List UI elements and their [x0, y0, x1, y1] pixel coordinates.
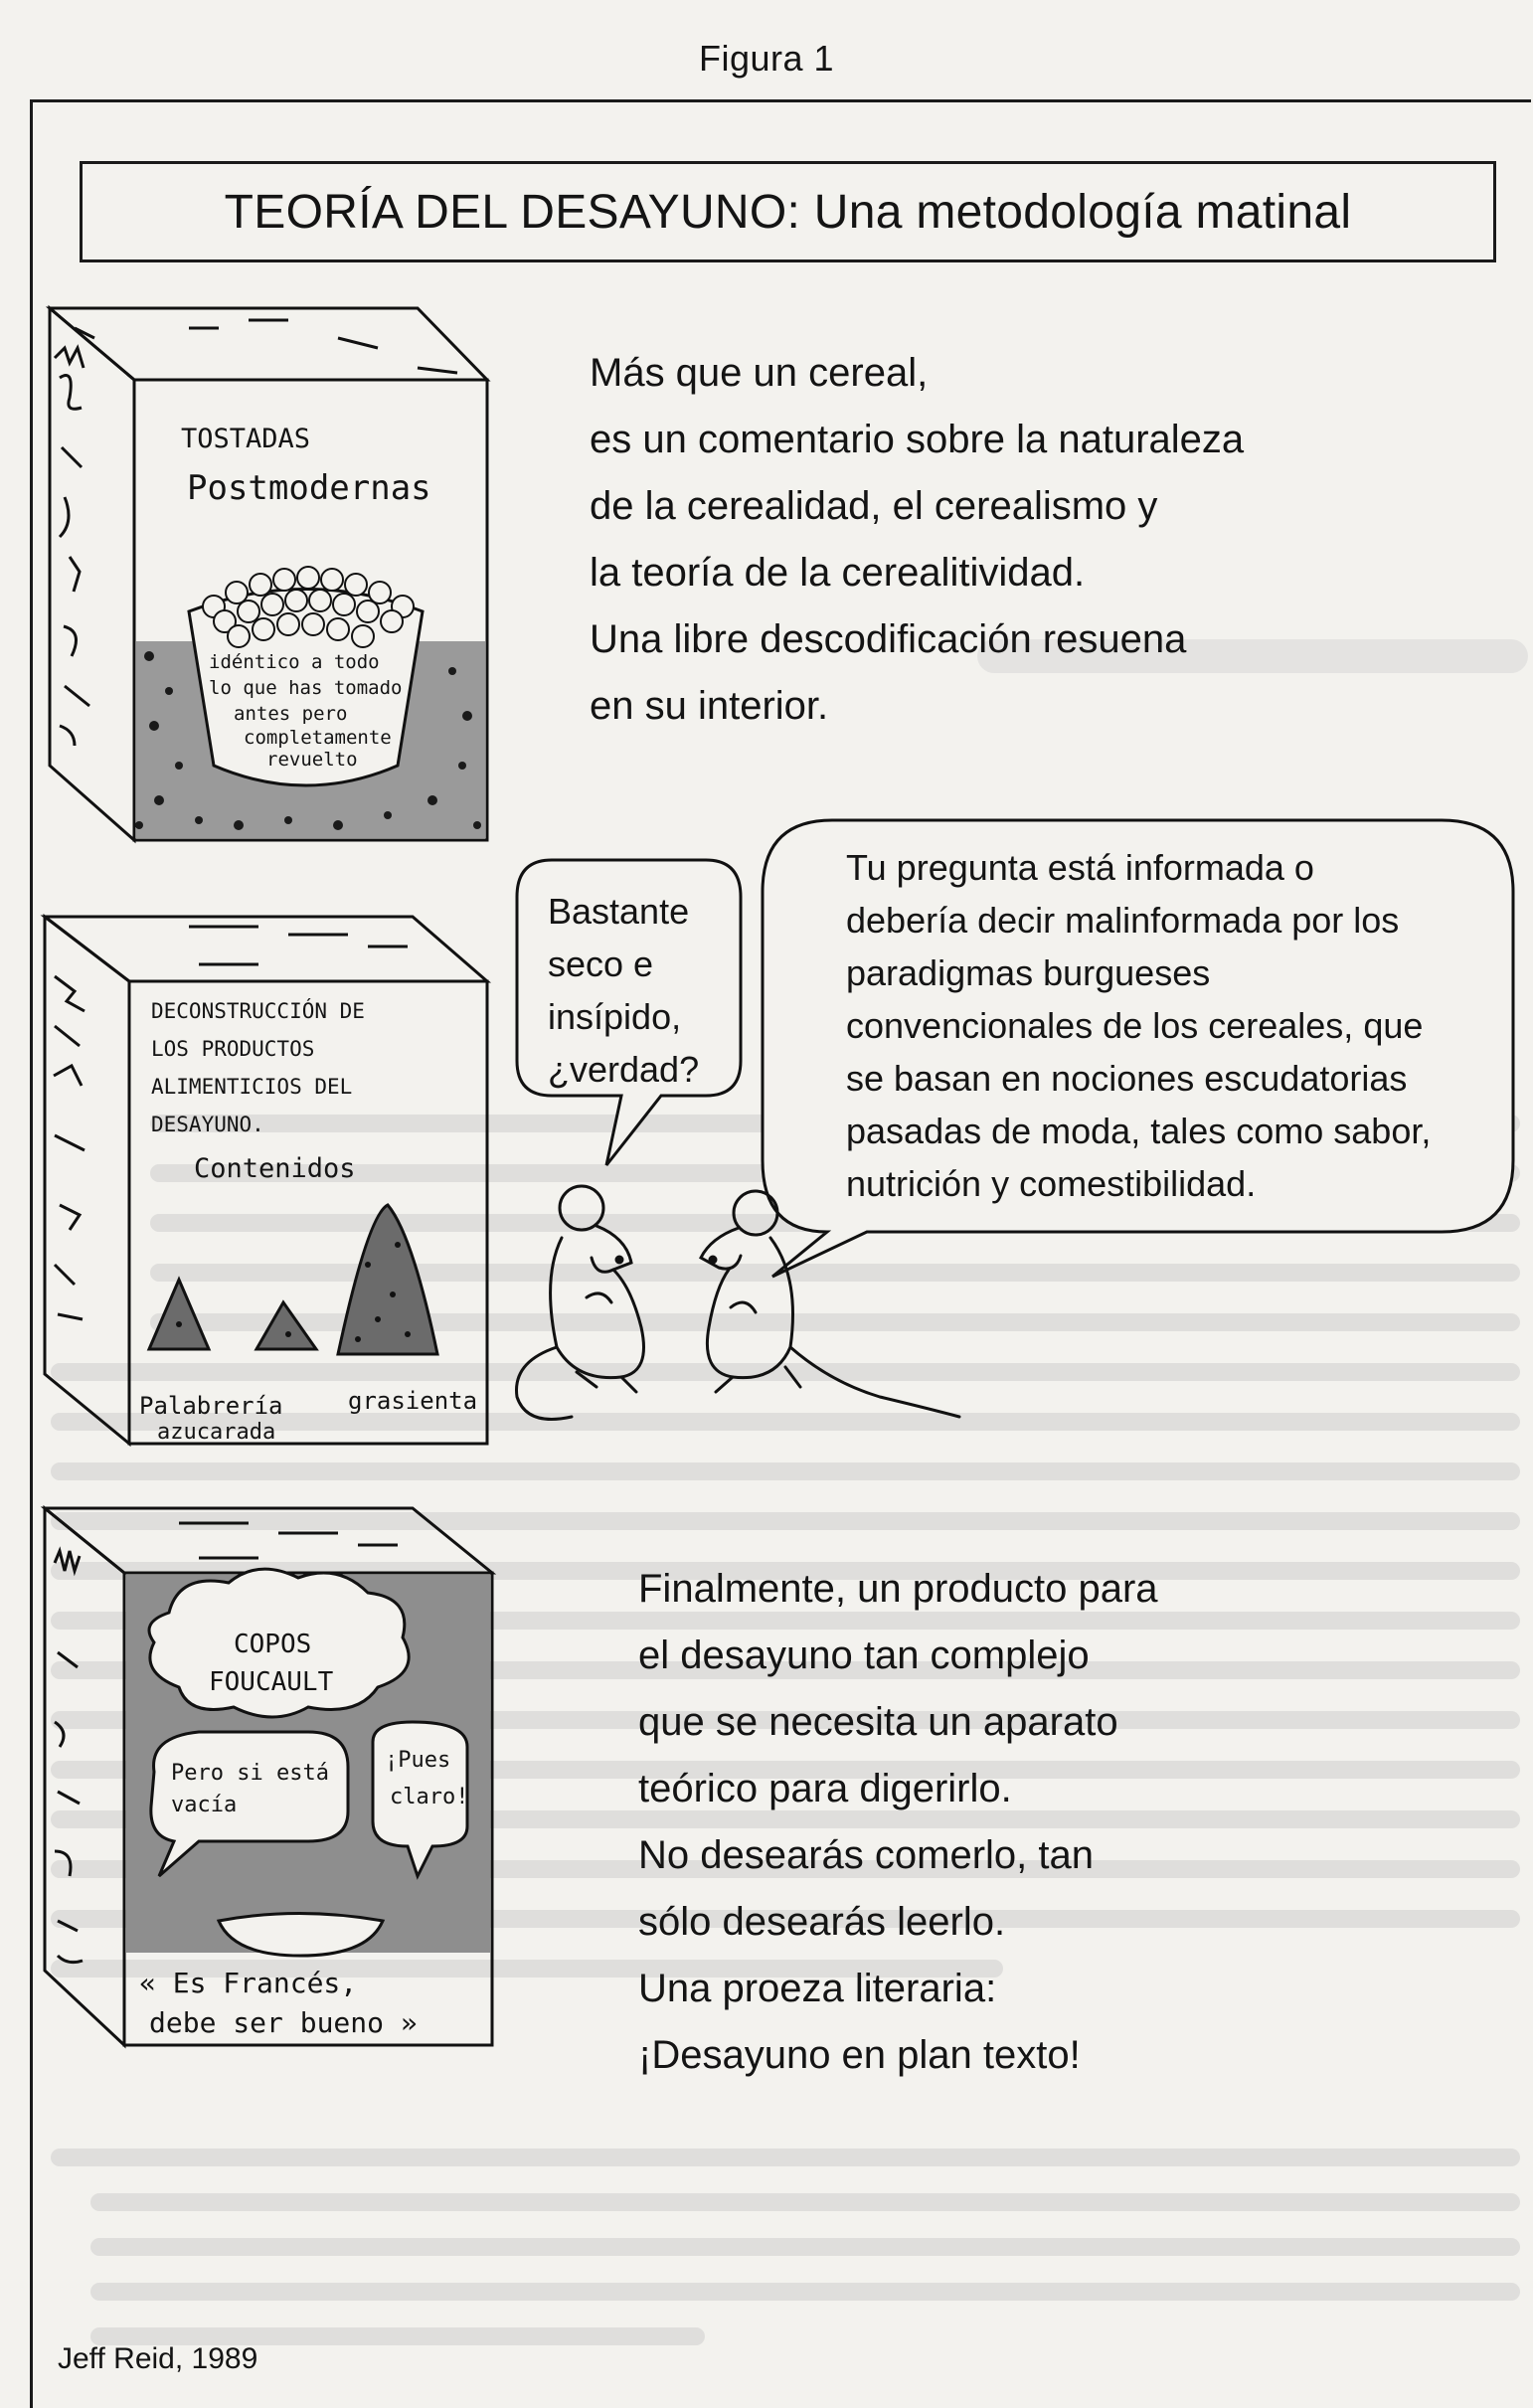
- box-label-line-2: Postmodernas: [187, 468, 431, 508]
- caption-line-2: debe ser bueno »: [149, 2006, 418, 2039]
- speech-right-line-1: ¡Pues: [385, 1748, 451, 1773]
- pile-label-right: grasienta: [348, 1387, 478, 1415]
- bubble-large-line: convencionales de los cereales, que: [846, 1005, 1424, 1046]
- bubble-large-line: Tu pregunta está informada o: [846, 847, 1314, 888]
- bubble-large-line: se basan en nociones escudatorias: [846, 1058, 1408, 1099]
- panel1-text-line: es un comentario sobre la naturaleza: [590, 418, 1245, 461]
- figure-title: TEORÍA DEL DESAYUNO: Una metodología matinal: [80, 161, 1496, 262]
- bowl-text-line-4: completamente: [244, 727, 392, 749]
- speech-left-line-1: Pero si está: [171, 1761, 329, 1786]
- panel1-text: [590, 340, 1244, 740]
- panel1-text-line: de la cerealidad, el cerealismo y: [590, 484, 1158, 528]
- cloud-text-line-1: COPOS: [234, 1630, 312, 1659]
- speech-right-line-2: claro!: [390, 1785, 469, 1809]
- bubble-large-line: paradigmas burgueses: [846, 952, 1211, 993]
- food-piles: [149, 1205, 437, 1354]
- figure-label: Figura 1: [698, 38, 835, 79]
- panel3-text: [638, 1556, 1158, 2089]
- contents-label: Contenidos: [194, 1153, 356, 1184]
- bowl-text-line-2: lo que has tomado: [209, 677, 403, 699]
- bubble-small-line: ¿verdad?: [548, 1049, 700, 1090]
- cloud-text-line-2: FOUCAULT: [209, 1667, 334, 1697]
- pile-label-left-2: azucarada: [157, 1420, 276, 1445]
- bubble-large-line: pasadas de moda, tales como sabor,: [846, 1111, 1432, 1151]
- cereal-bowl: [189, 567, 423, 785]
- panel3-text-line: Finalmente, un producto para: [638, 1567, 1158, 1611]
- panel1-text-line: la teoría de la cerealitividad.: [590, 551, 1086, 595]
- panel1-text-line: Una libre descodificación resuena: [590, 617, 1187, 661]
- bubble-small-line: seco e: [548, 944, 654, 984]
- panel3-text-line: sólo desearás leerlo.: [638, 1900, 1006, 1944]
- speech-left-line-2: vacía: [171, 1793, 238, 1817]
- panel3-text-line: teórico para digerirlo.: [638, 1767, 1012, 1810]
- panel3-text-line: ¡Desayuno en plan texto!: [638, 2033, 1081, 2077]
- bubble-small-line: Bastante: [548, 891, 690, 932]
- bubble-large-line: debería decir malinformada por los: [846, 900, 1400, 941]
- author-credit: Jeff Reid, 1989: [58, 2342, 258, 2375]
- panel3-text-line: No desearás comerlo, tan: [638, 1833, 1095, 1877]
- caption-line-1: « Es Francés,: [139, 1967, 358, 1999]
- box-label-line-1: DECONSTRUCCIÓN DE: [151, 999, 365, 1023]
- bubble-small-line: insípido,: [548, 996, 682, 1037]
- cereal-box-postmodern-illustration: [40, 298, 497, 855]
- box-label-line-3: ALIMENTICIOS DEL: [151, 1075, 353, 1099]
- panel3-text-line: que se necesita un aparato: [638, 1700, 1118, 1744]
- speech-bubble-large: [846, 841, 1431, 1210]
- panel3-text-line: Una proeza literaria:: [638, 1967, 997, 2010]
- box-label-line-4: DESAYUNO.: [151, 1113, 264, 1136]
- panel1-text-line: en su interior.: [590, 684, 829, 728]
- cereal-box-foucault-illustration: [40, 1503, 507, 2055]
- box-label-line-1: TOSTADAS: [181, 424, 311, 454]
- two-mice-illustration: [502, 1178, 969, 1462]
- bowl-text-line-5: revuelto: [266, 749, 358, 771]
- bowl-text-line-3: antes pero: [234, 703, 348, 725]
- box-label-line-2: LOS PRODUCTOS: [151, 1037, 315, 1061]
- speech-bubble-small: [548, 885, 699, 1096]
- cereal-box-deconstruction-illustration: [40, 907, 497, 1454]
- panel3-text-line: el desayuno tan complejo: [638, 1634, 1090, 1677]
- pile-label-left: Palabrería: [139, 1392, 283, 1420]
- bubble-large-line: nutrición y comestibilidad.: [846, 1163, 1257, 1204]
- panel1-text-line: Más que un cereal,: [590, 351, 929, 395]
- bowl-text-line-1: idéntico a todo: [209, 651, 380, 673]
